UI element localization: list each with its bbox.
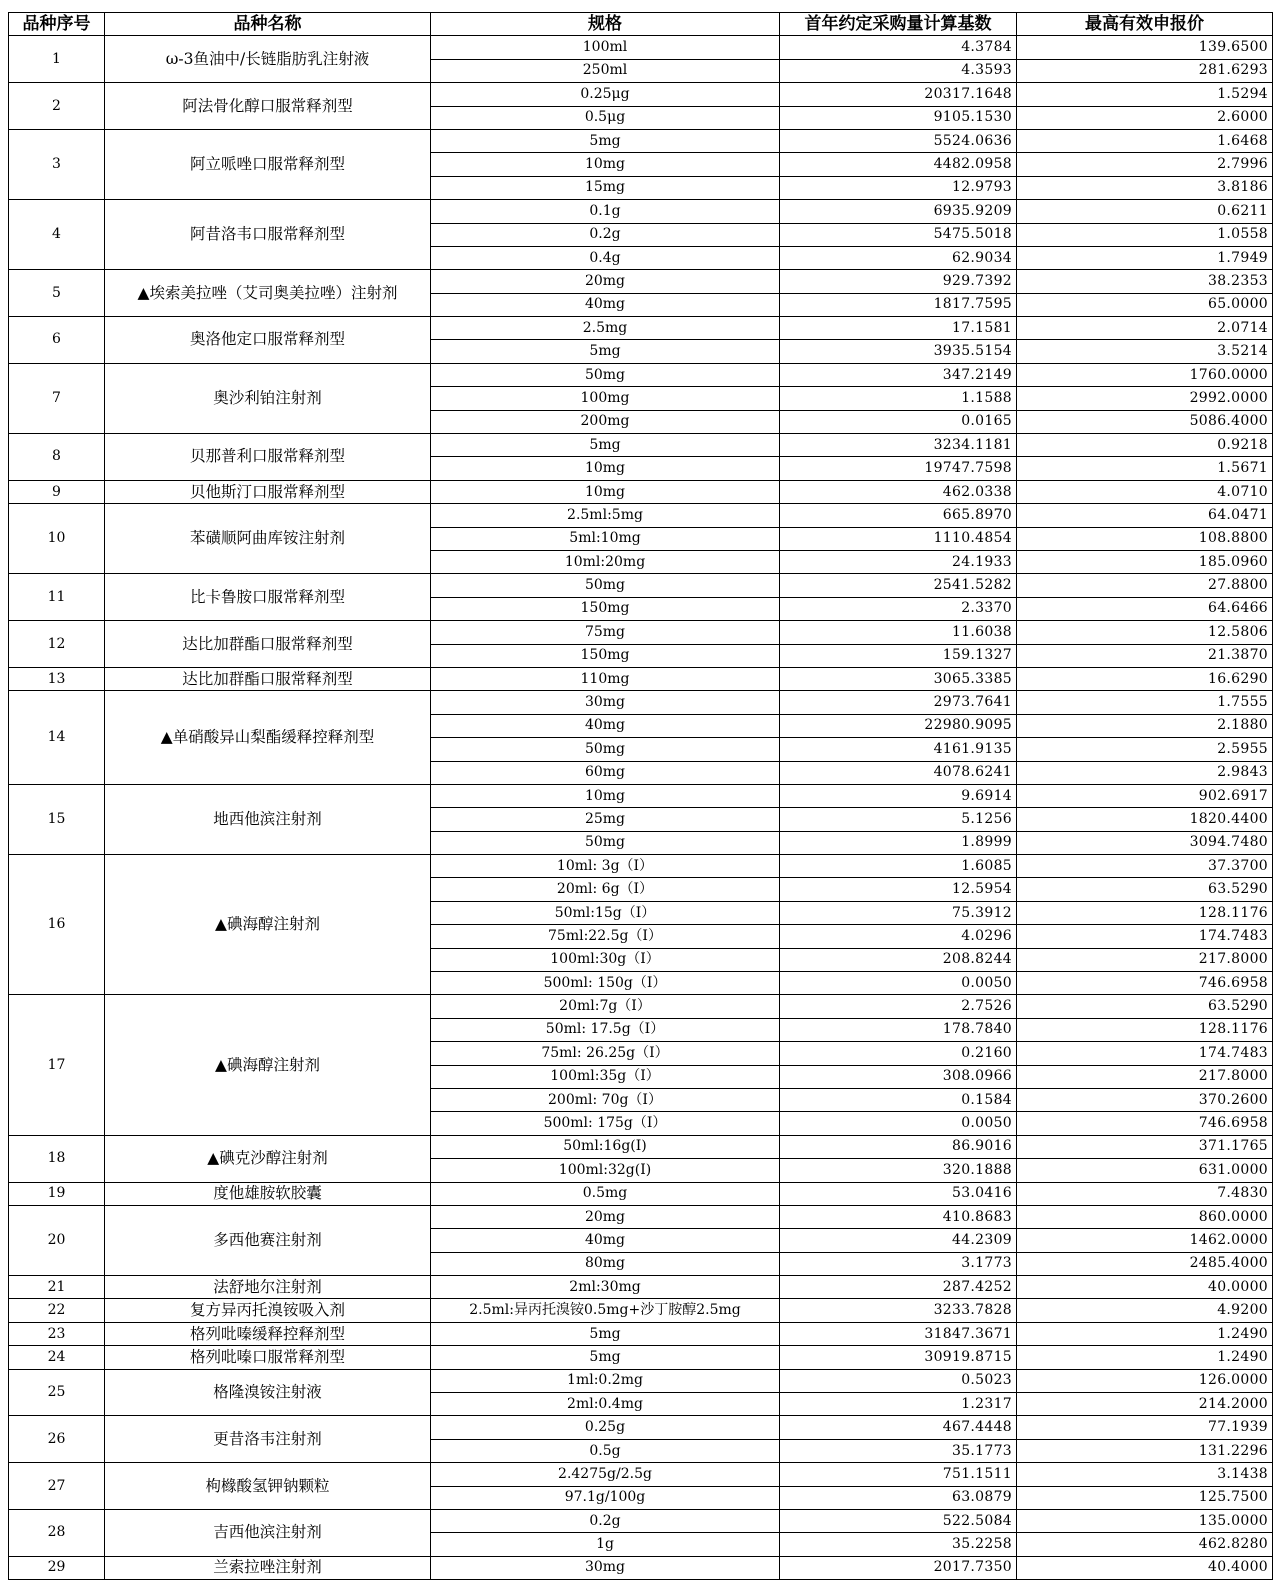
max-price-cell: 174.7483 bbox=[1017, 1042, 1273, 1065]
base-quantity-cell: 1.1588 bbox=[780, 387, 1017, 410]
base-quantity-cell: 20317.1648 bbox=[780, 83, 1017, 106]
base-quantity-cell: 3.1773 bbox=[780, 1252, 1017, 1275]
spec-cell: 10mg bbox=[431, 784, 780, 807]
variety-seq-cell: 23 bbox=[9, 1322, 105, 1345]
spec-cell: 500ml: 150g（I） bbox=[431, 972, 780, 995]
max-price-cell: 371.1765 bbox=[1017, 1135, 1273, 1158]
variety-seq-cell: 10 bbox=[9, 504, 105, 574]
max-price-cell: 3.1438 bbox=[1017, 1463, 1273, 1486]
max-price-cell: 65.0000 bbox=[1017, 293, 1273, 316]
variety-name-cell: 苯磺顺阿曲库铵注射剂 bbox=[105, 504, 431, 574]
spec-cell: 150mg bbox=[431, 644, 780, 667]
variety-name-cell: 更昔洛韦注射剂 bbox=[105, 1416, 431, 1463]
max-price-cell: 4.9200 bbox=[1017, 1299, 1273, 1322]
base-quantity-cell: 6935.9209 bbox=[780, 200, 1017, 223]
base-quantity-cell: 0.5023 bbox=[780, 1369, 1017, 1392]
spec-cell: 0.2g bbox=[431, 1510, 780, 1533]
variety-seq-cell: 27 bbox=[9, 1463, 105, 1510]
max-price-cell: 139.6500 bbox=[1017, 36, 1273, 59]
max-price-cell: 2.5955 bbox=[1017, 738, 1273, 761]
variety-name-cell: 阿昔洛韦口服常释剂型 bbox=[105, 200, 431, 270]
spec-cell: 200ml: 70g（I） bbox=[431, 1088, 780, 1111]
base-quantity-cell: 2.7526 bbox=[780, 995, 1017, 1018]
variety-seq-cell: 1 bbox=[9, 36, 105, 83]
spec-cell: 75ml:22.5g（I） bbox=[431, 925, 780, 948]
variety-seq-cell: 2 bbox=[9, 83, 105, 130]
spec-cell: 0.25g bbox=[431, 1416, 780, 1439]
spec-cell: 15mg bbox=[431, 176, 780, 199]
header-max-price: 最高有效申报价 bbox=[1017, 13, 1273, 36]
spec-cell: 0.5g bbox=[431, 1439, 780, 1462]
variety-name-cell: 度他雄胺软胶囊 bbox=[105, 1182, 431, 1205]
max-price-cell: 77.1939 bbox=[1017, 1416, 1273, 1439]
spec-cell: 30mg bbox=[431, 691, 780, 714]
base-quantity-cell: 53.0416 bbox=[780, 1182, 1017, 1205]
variety-name-cell: 兰索拉唑注射剂 bbox=[105, 1556, 431, 1579]
max-price-cell: 2.0714 bbox=[1017, 317, 1273, 340]
base-quantity-cell: 3935.5154 bbox=[780, 340, 1017, 363]
variety-seq-cell: 28 bbox=[9, 1510, 105, 1557]
base-quantity-cell: 308.0966 bbox=[780, 1065, 1017, 1088]
table-row bbox=[9, 1556, 1273, 1579]
max-price-cell: 1.5671 bbox=[1017, 457, 1273, 480]
base-quantity-cell: 86.9016 bbox=[780, 1135, 1017, 1158]
table-row bbox=[9, 129, 1273, 152]
base-quantity-cell: 31847.3671 bbox=[780, 1322, 1017, 1345]
variety-name-cell: ▲碘海醇注射剂 bbox=[105, 855, 431, 995]
max-price-cell: 63.5290 bbox=[1017, 878, 1273, 901]
max-price-cell: 631.0000 bbox=[1017, 1159, 1273, 1182]
base-quantity-cell: 3065.3385 bbox=[780, 667, 1017, 690]
table-row bbox=[9, 1182, 1273, 1205]
table-row bbox=[9, 667, 1273, 690]
max-price-cell: 12.5806 bbox=[1017, 621, 1273, 644]
spec-cell: 1ml:0.2mg bbox=[431, 1369, 780, 1392]
base-quantity-cell: 0.0165 bbox=[780, 410, 1017, 433]
max-price-cell: 135.0000 bbox=[1017, 1510, 1273, 1533]
spec-cell: 100ml:32g(I) bbox=[431, 1159, 780, 1182]
base-quantity-cell: 4078.6241 bbox=[780, 761, 1017, 784]
spec-cell: 250ml bbox=[431, 59, 780, 82]
spec-cell: 10ml:20mg bbox=[431, 550, 780, 573]
variety-name-cell: ▲单硝酸异山梨酯缓释控释剂型 bbox=[105, 691, 431, 785]
spec-cell: 40mg bbox=[431, 293, 780, 316]
base-quantity-cell: 11.6038 bbox=[780, 621, 1017, 644]
spec-cell: 40mg bbox=[431, 1229, 780, 1252]
spec-cell: 10ml: 3g（I） bbox=[431, 855, 780, 878]
max-price-cell: 1820.4400 bbox=[1017, 808, 1273, 831]
variety-name-cell: 吉西他滨注射剂 bbox=[105, 1510, 431, 1557]
max-price-cell: 108.8800 bbox=[1017, 527, 1273, 550]
max-price-cell: 217.8000 bbox=[1017, 1065, 1273, 1088]
max-price-cell: 462.8280 bbox=[1017, 1533, 1273, 1556]
variety-seq-cell: 25 bbox=[9, 1369, 105, 1416]
table-row bbox=[9, 1346, 1273, 1369]
base-quantity-cell: 19747.7598 bbox=[780, 457, 1017, 480]
max-price-cell: 214.2000 bbox=[1017, 1393, 1273, 1416]
table-row bbox=[9, 1322, 1273, 1345]
procurement-table bbox=[8, 12, 1273, 1580]
base-quantity-cell: 467.4448 bbox=[780, 1416, 1017, 1439]
table-row bbox=[9, 621, 1273, 644]
table-row bbox=[9, 83, 1273, 106]
base-quantity-cell: 159.1327 bbox=[780, 644, 1017, 667]
base-quantity-cell: 1110.4854 bbox=[780, 527, 1017, 550]
base-quantity-cell: 1817.7595 bbox=[780, 293, 1017, 316]
table-row bbox=[9, 1299, 1273, 1322]
max-price-cell: 38.2353 bbox=[1017, 270, 1273, 293]
table-row bbox=[9, 36, 1273, 59]
max-price-cell: 3094.7480 bbox=[1017, 831, 1273, 854]
spec-cell: 5mg bbox=[431, 434, 780, 457]
max-price-cell: 126.0000 bbox=[1017, 1369, 1273, 1392]
spec-cell: 50mg bbox=[431, 363, 780, 386]
variety-name-cell: 多西他赛注射剂 bbox=[105, 1205, 431, 1275]
spec-cell: 500ml: 175g（I） bbox=[431, 1112, 780, 1135]
variety-name-cell: 格隆溴铵注射液 bbox=[105, 1369, 431, 1416]
base-quantity-cell: 1.8999 bbox=[780, 831, 1017, 854]
table-row bbox=[9, 574, 1273, 597]
table-row bbox=[9, 200, 1273, 223]
base-quantity-cell: 1.6085 bbox=[780, 855, 1017, 878]
max-price-cell: 902.6917 bbox=[1017, 784, 1273, 807]
base-quantity-cell: 410.8683 bbox=[780, 1205, 1017, 1228]
spec-cell: 2.4275g/2.5g bbox=[431, 1463, 780, 1486]
variety-seq-cell: 22 bbox=[9, 1299, 105, 1322]
base-quantity-cell: 4.0296 bbox=[780, 925, 1017, 948]
base-quantity-cell: 44.2309 bbox=[780, 1229, 1017, 1252]
max-price-cell: 64.0471 bbox=[1017, 504, 1273, 527]
variety-name-cell: 达比加群酯口服常释剂型 bbox=[105, 621, 431, 668]
spec-cell: 50mg bbox=[431, 574, 780, 597]
table-row bbox=[9, 1205, 1273, 1228]
base-quantity-cell: 9.6914 bbox=[780, 784, 1017, 807]
max-price-cell: 40.4000 bbox=[1017, 1556, 1273, 1579]
spec-cell: 0.5μg bbox=[431, 106, 780, 129]
spec-cell: 100ml:30g（I） bbox=[431, 948, 780, 971]
spec-cell: 5mg bbox=[431, 129, 780, 152]
variety-name-cell: 枸橼酸氢钾钠颗粒 bbox=[105, 1463, 431, 1510]
table-row bbox=[9, 1135, 1273, 1158]
base-quantity-cell: 3234.1181 bbox=[780, 434, 1017, 457]
max-price-cell: 185.0960 bbox=[1017, 550, 1273, 573]
header-name: 品种名称 bbox=[105, 13, 431, 36]
spec-cell: 60mg bbox=[431, 761, 780, 784]
table-row bbox=[9, 855, 1273, 878]
max-price-cell: 125.7500 bbox=[1017, 1486, 1273, 1509]
variety-seq-cell: 21 bbox=[9, 1276, 105, 1299]
spec-cell: 30mg bbox=[431, 1556, 780, 1579]
base-quantity-cell: 4161.9135 bbox=[780, 738, 1017, 761]
max-price-cell: 1.7555 bbox=[1017, 691, 1273, 714]
base-quantity-cell: 12.9793 bbox=[780, 176, 1017, 199]
table-row bbox=[9, 1369, 1273, 1392]
variety-name-cell: 格列吡嗪缓释控释剂型 bbox=[105, 1322, 431, 1345]
variety-seq-cell: 3 bbox=[9, 129, 105, 199]
variety-seq-cell: 14 bbox=[9, 691, 105, 785]
max-price-cell: 2.7996 bbox=[1017, 153, 1273, 176]
header-spec: 规格 bbox=[431, 13, 780, 36]
base-quantity-cell: 62.9034 bbox=[780, 246, 1017, 269]
variety-seq-cell: 15 bbox=[9, 784, 105, 854]
base-quantity-cell: 4.3784 bbox=[780, 36, 1017, 59]
variety-name-cell: 奥沙利铂注射剂 bbox=[105, 363, 431, 433]
max-price-cell: 2.1880 bbox=[1017, 714, 1273, 737]
base-quantity-cell: 63.0879 bbox=[780, 1486, 1017, 1509]
table-row bbox=[9, 363, 1273, 386]
table-body bbox=[9, 36, 1273, 1580]
max-price-cell: 2.9843 bbox=[1017, 761, 1273, 784]
variety-name-cell: 地西他滨注射剂 bbox=[105, 784, 431, 854]
variety-seq-cell: 6 bbox=[9, 317, 105, 364]
spec-cell: 40mg bbox=[431, 714, 780, 737]
max-price-cell: 2485.4000 bbox=[1017, 1252, 1273, 1275]
max-price-cell: 2992.0000 bbox=[1017, 387, 1273, 410]
max-price-cell: 5086.4000 bbox=[1017, 410, 1273, 433]
spec-cell: 10mg bbox=[431, 457, 780, 480]
spec-cell: 0.2g bbox=[431, 223, 780, 246]
max-price-cell: 16.6290 bbox=[1017, 667, 1273, 690]
base-quantity-cell: 75.3912 bbox=[780, 901, 1017, 924]
spec-cell: 0.4g bbox=[431, 246, 780, 269]
max-price-cell: 1.2490 bbox=[1017, 1346, 1273, 1369]
max-price-cell: 40.0000 bbox=[1017, 1276, 1273, 1299]
spec-cell: 20mg bbox=[431, 1205, 780, 1228]
spec-cell: 100ml bbox=[431, 36, 780, 59]
spec-cell: 5mg bbox=[431, 1346, 780, 1369]
base-quantity-cell: 178.7840 bbox=[780, 1018, 1017, 1041]
max-price-cell: 1.6468 bbox=[1017, 129, 1273, 152]
table-row bbox=[9, 504, 1273, 527]
base-quantity-cell: 24.1933 bbox=[780, 550, 1017, 573]
spec-cell: 50mg bbox=[431, 738, 780, 761]
base-quantity-cell: 35.2258 bbox=[780, 1533, 1017, 1556]
max-price-cell: 746.6958 bbox=[1017, 1112, 1273, 1135]
table-row bbox=[9, 1463, 1273, 1486]
variety-seq-cell: 18 bbox=[9, 1135, 105, 1182]
spec-cell: 20ml:7g（I） bbox=[431, 995, 780, 1018]
max-price-cell: 174.7483 bbox=[1017, 925, 1273, 948]
spec-cell: 50mg bbox=[431, 831, 780, 854]
variety-seq-cell: 13 bbox=[9, 667, 105, 690]
max-price-cell: 3.5214 bbox=[1017, 340, 1273, 363]
variety-name-cell: ω-3鱼油中/长链脂肪乳注射液 bbox=[105, 36, 431, 83]
base-quantity-cell: 2017.7350 bbox=[780, 1556, 1017, 1579]
max-price-cell: 0.9218 bbox=[1017, 434, 1273, 457]
spec-cell: 5mg bbox=[431, 340, 780, 363]
variety-seq-cell: 12 bbox=[9, 621, 105, 668]
max-price-cell: 128.1176 bbox=[1017, 1018, 1273, 1041]
base-quantity-cell: 751.1511 bbox=[780, 1463, 1017, 1486]
variety-seq-cell: 4 bbox=[9, 200, 105, 270]
variety-name-cell: 贝那普利口服常释剂型 bbox=[105, 434, 431, 481]
table-row bbox=[9, 1510, 1273, 1533]
base-quantity-cell: 2541.5282 bbox=[780, 574, 1017, 597]
spec-cell: 200mg bbox=[431, 410, 780, 433]
spec-cell: 0.5mg bbox=[431, 1182, 780, 1205]
table-row bbox=[9, 995, 1273, 1018]
spec-cell: 10mg bbox=[431, 480, 780, 503]
spec-cell: 25mg bbox=[431, 808, 780, 831]
max-price-cell: 7.4830 bbox=[1017, 1182, 1273, 1205]
base-quantity-cell: 35.1773 bbox=[780, 1439, 1017, 1462]
max-price-cell: 131.2296 bbox=[1017, 1439, 1273, 1462]
max-price-cell: 4.0710 bbox=[1017, 480, 1273, 503]
variety-seq-cell: 20 bbox=[9, 1205, 105, 1275]
base-quantity-cell: 462.0338 bbox=[780, 480, 1017, 503]
base-quantity-cell: 320.1888 bbox=[780, 1159, 1017, 1182]
base-quantity-cell: 522.5084 bbox=[780, 1510, 1017, 1533]
max-price-cell: 64.6466 bbox=[1017, 597, 1273, 620]
base-quantity-cell: 0.0050 bbox=[780, 1112, 1017, 1135]
header-base-quantity: 首年约定采购量计算基数 bbox=[780, 13, 1017, 36]
spec-cell: 2.5ml:5mg bbox=[431, 504, 780, 527]
variety-name-cell: ▲碘克沙醇注射剂 bbox=[105, 1135, 431, 1182]
max-price-cell: 37.3700 bbox=[1017, 855, 1273, 878]
base-quantity-cell: 12.5954 bbox=[780, 878, 1017, 901]
spec-cell: 50ml:16g(I) bbox=[431, 1135, 780, 1158]
base-quantity-cell: 1.2317 bbox=[780, 1393, 1017, 1416]
base-quantity-cell: 22980.9095 bbox=[780, 714, 1017, 737]
max-price-cell: 1.5294 bbox=[1017, 83, 1273, 106]
table-row bbox=[9, 317, 1273, 340]
variety-seq-cell: 16 bbox=[9, 855, 105, 995]
variety-seq-cell: 29 bbox=[9, 1556, 105, 1579]
max-price-cell: 21.3870 bbox=[1017, 644, 1273, 667]
spec-cell: 50ml: 17.5g（I） bbox=[431, 1018, 780, 1041]
max-price-cell: 3.8186 bbox=[1017, 176, 1273, 199]
variety-seq-cell: 9 bbox=[9, 480, 105, 503]
spec-cell: 110mg bbox=[431, 667, 780, 690]
spec-cell: 150mg bbox=[431, 597, 780, 620]
base-quantity-cell: 347.2149 bbox=[780, 363, 1017, 386]
base-quantity-cell: 929.7392 bbox=[780, 270, 1017, 293]
table-row bbox=[9, 270, 1273, 293]
variety-seq-cell: 17 bbox=[9, 995, 105, 1135]
variety-seq-cell: 26 bbox=[9, 1416, 105, 1463]
base-quantity-cell: 2.3370 bbox=[780, 597, 1017, 620]
base-quantity-cell: 4482.0958 bbox=[780, 153, 1017, 176]
base-quantity-cell: 3233.7828 bbox=[780, 1299, 1017, 1322]
spec-cell: 100ml:35g（I） bbox=[431, 1065, 780, 1088]
max-price-cell: 281.6293 bbox=[1017, 59, 1273, 82]
table-row bbox=[9, 784, 1273, 807]
table-row bbox=[9, 1276, 1273, 1299]
base-quantity-cell: 5475.5018 bbox=[780, 223, 1017, 246]
base-quantity-cell: 2973.7641 bbox=[780, 691, 1017, 714]
spec-cell: 75ml: 26.25g（I） bbox=[431, 1042, 780, 1065]
max-price-cell: 1.2490 bbox=[1017, 1322, 1273, 1345]
spec-cell: 10mg bbox=[431, 153, 780, 176]
variety-name-cell: ▲埃索美拉唑（艾司奥美拉唑）注射剂 bbox=[105, 270, 431, 317]
max-price-cell: 217.8000 bbox=[1017, 948, 1273, 971]
variety-name-cell: ▲碘海醇注射剂 bbox=[105, 995, 431, 1135]
table-row bbox=[9, 1416, 1273, 1439]
base-quantity-cell: 0.2160 bbox=[780, 1042, 1017, 1065]
max-price-cell: 860.0000 bbox=[1017, 1205, 1273, 1228]
header-seq: 品种序号 bbox=[9, 13, 105, 36]
variety-name-cell: 比卡鲁胺口服常释剂型 bbox=[105, 574, 431, 621]
variety-name-cell: 格列吡嗪口服常释剂型 bbox=[105, 1346, 431, 1369]
spec-cell: 75mg bbox=[431, 621, 780, 644]
base-quantity-cell: 17.1581 bbox=[780, 317, 1017, 340]
max-price-cell: 1.7949 bbox=[1017, 246, 1273, 269]
variety-seq-cell: 7 bbox=[9, 363, 105, 433]
spec-cell: 5mg bbox=[431, 1322, 780, 1345]
spec-cell: 0.25μg bbox=[431, 83, 780, 106]
variety-seq-cell: 19 bbox=[9, 1182, 105, 1205]
variety-seq-cell: 24 bbox=[9, 1346, 105, 1369]
variety-seq-cell: 11 bbox=[9, 574, 105, 621]
base-quantity-cell: 287.4252 bbox=[780, 1276, 1017, 1299]
base-quantity-cell: 5.1256 bbox=[780, 808, 1017, 831]
variety-seq-cell: 5 bbox=[9, 270, 105, 317]
max-price-cell: 746.6958 bbox=[1017, 972, 1273, 995]
base-quantity-cell: 665.8970 bbox=[780, 504, 1017, 527]
max-price-cell: 2.6000 bbox=[1017, 106, 1273, 129]
spec-cell: 100mg bbox=[431, 387, 780, 410]
base-quantity-cell: 30919.8715 bbox=[780, 1346, 1017, 1369]
spec-cell: 50ml:15g（I） bbox=[431, 901, 780, 924]
base-quantity-cell: 208.8244 bbox=[780, 948, 1017, 971]
base-quantity-cell: 0.0050 bbox=[780, 972, 1017, 995]
base-quantity-cell: 5524.0636 bbox=[780, 129, 1017, 152]
max-price-cell: 0.6211 bbox=[1017, 200, 1273, 223]
table-row bbox=[9, 691, 1273, 714]
variety-name-cell: 贝他斯汀口服常释剂型 bbox=[105, 480, 431, 503]
variety-name-cell: 阿法骨化醇口服常释剂型 bbox=[105, 83, 431, 130]
spec-cell: 80mg bbox=[431, 1252, 780, 1275]
max-price-cell: 370.2600 bbox=[1017, 1088, 1273, 1111]
max-price-cell: 63.5290 bbox=[1017, 995, 1273, 1018]
base-quantity-cell: 0.1584 bbox=[780, 1088, 1017, 1111]
spec-cell: 2.5ml:异丙托溴铵0.5mg+沙丁胺醇2.5mg bbox=[431, 1299, 780, 1322]
max-price-cell: 128.1176 bbox=[1017, 901, 1273, 924]
spec-cell: 20ml: 6g（I） bbox=[431, 878, 780, 901]
max-price-cell: 1760.0000 bbox=[1017, 363, 1273, 386]
spec-cell: 5ml:10mg bbox=[431, 527, 780, 550]
base-quantity-cell: 4.3593 bbox=[780, 59, 1017, 82]
spec-cell: 1g bbox=[431, 1533, 780, 1556]
spec-cell: 2ml:30mg bbox=[431, 1276, 780, 1299]
spec-cell: 2ml:0.4mg bbox=[431, 1393, 780, 1416]
max-price-cell: 1.0558 bbox=[1017, 223, 1273, 246]
base-quantity-cell: 9105.1530 bbox=[780, 106, 1017, 129]
table-row bbox=[9, 434, 1273, 457]
variety-name-cell: 奥洛他定口服常释剂型 bbox=[105, 317, 431, 364]
variety-name-cell: 复方异丙托溴铵吸入剂 bbox=[105, 1299, 431, 1322]
spec-cell: 20mg bbox=[431, 270, 780, 293]
variety-seq-cell: 8 bbox=[9, 434, 105, 481]
header-row bbox=[9, 13, 1273, 36]
max-price-cell: 1462.0000 bbox=[1017, 1229, 1273, 1252]
spec-cell: 2.5mg bbox=[431, 317, 780, 340]
spec-cell: 97.1g/100g bbox=[431, 1486, 780, 1509]
spec-cell: 0.1g bbox=[431, 200, 780, 223]
max-price-cell: 27.8800 bbox=[1017, 574, 1273, 597]
variety-name-cell: 阿立哌唑口服常释剂型 bbox=[105, 129, 431, 199]
variety-name-cell: 达比加群酯口服常释剂型 bbox=[105, 667, 431, 690]
table-row bbox=[9, 480, 1273, 503]
variety-name-cell: 法舒地尔注射剂 bbox=[105, 1276, 431, 1299]
